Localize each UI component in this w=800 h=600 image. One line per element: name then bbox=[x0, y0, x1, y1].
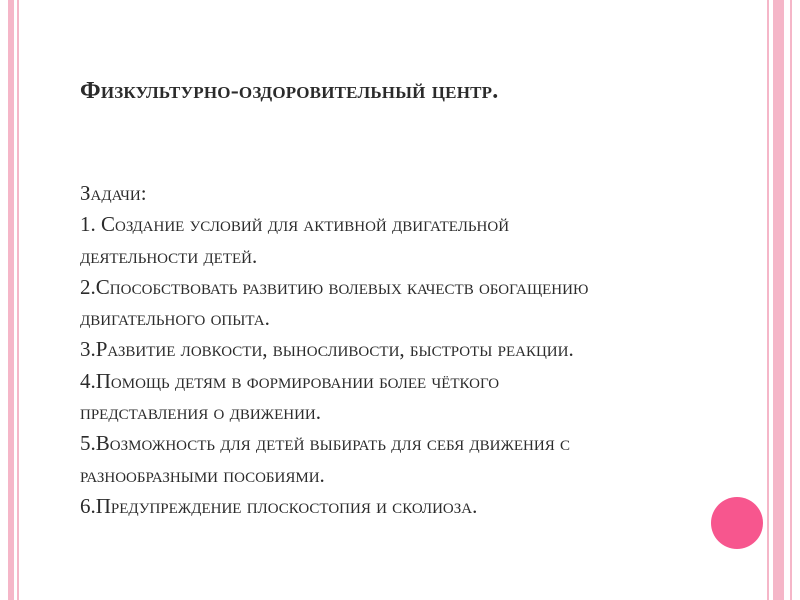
right-border-line-outer bbox=[790, 0, 792, 600]
task-4-line-2: представления о движении. bbox=[80, 400, 322, 425]
task-5-line-1: 5.Возможность для детей выбирать для себя движения с bbox=[80, 431, 570, 456]
right-border-stripe bbox=[773, 0, 784, 600]
task-2-line-1: 2.Способствовать развитию волевых качеств обогащению bbox=[80, 274, 589, 299]
decorative-circle bbox=[711, 497, 763, 549]
task-4-line-1: 4.Помощь детям в формировании более чёткого bbox=[80, 368, 500, 393]
task-1-line-2: деятельности детей. bbox=[80, 243, 258, 268]
slide-body bbox=[80, 178, 740, 522]
left-border-stripe bbox=[8, 0, 14, 600]
task-1-line-1: 1. Создание условий для активной двигательной bbox=[80, 212, 510, 237]
task-5-line-2: разнообразными пособиями. bbox=[80, 462, 325, 487]
tasks-heading: Задачи: bbox=[80, 181, 147, 205]
left-border-line bbox=[17, 0, 19, 600]
task-6-line-1: 6.Предупреждение плоскостопия и сколиоза. bbox=[80, 493, 478, 518]
task-2-line-2: двигательного опыта. bbox=[80, 306, 270, 331]
task-3-line-1: 3.Развитие ловкости, выносливости, быстроты реакции. bbox=[80, 337, 574, 362]
right-border-line bbox=[767, 0, 769, 600]
slide-title: Физкультурно-оздоровительный центр. bbox=[80, 78, 499, 104]
